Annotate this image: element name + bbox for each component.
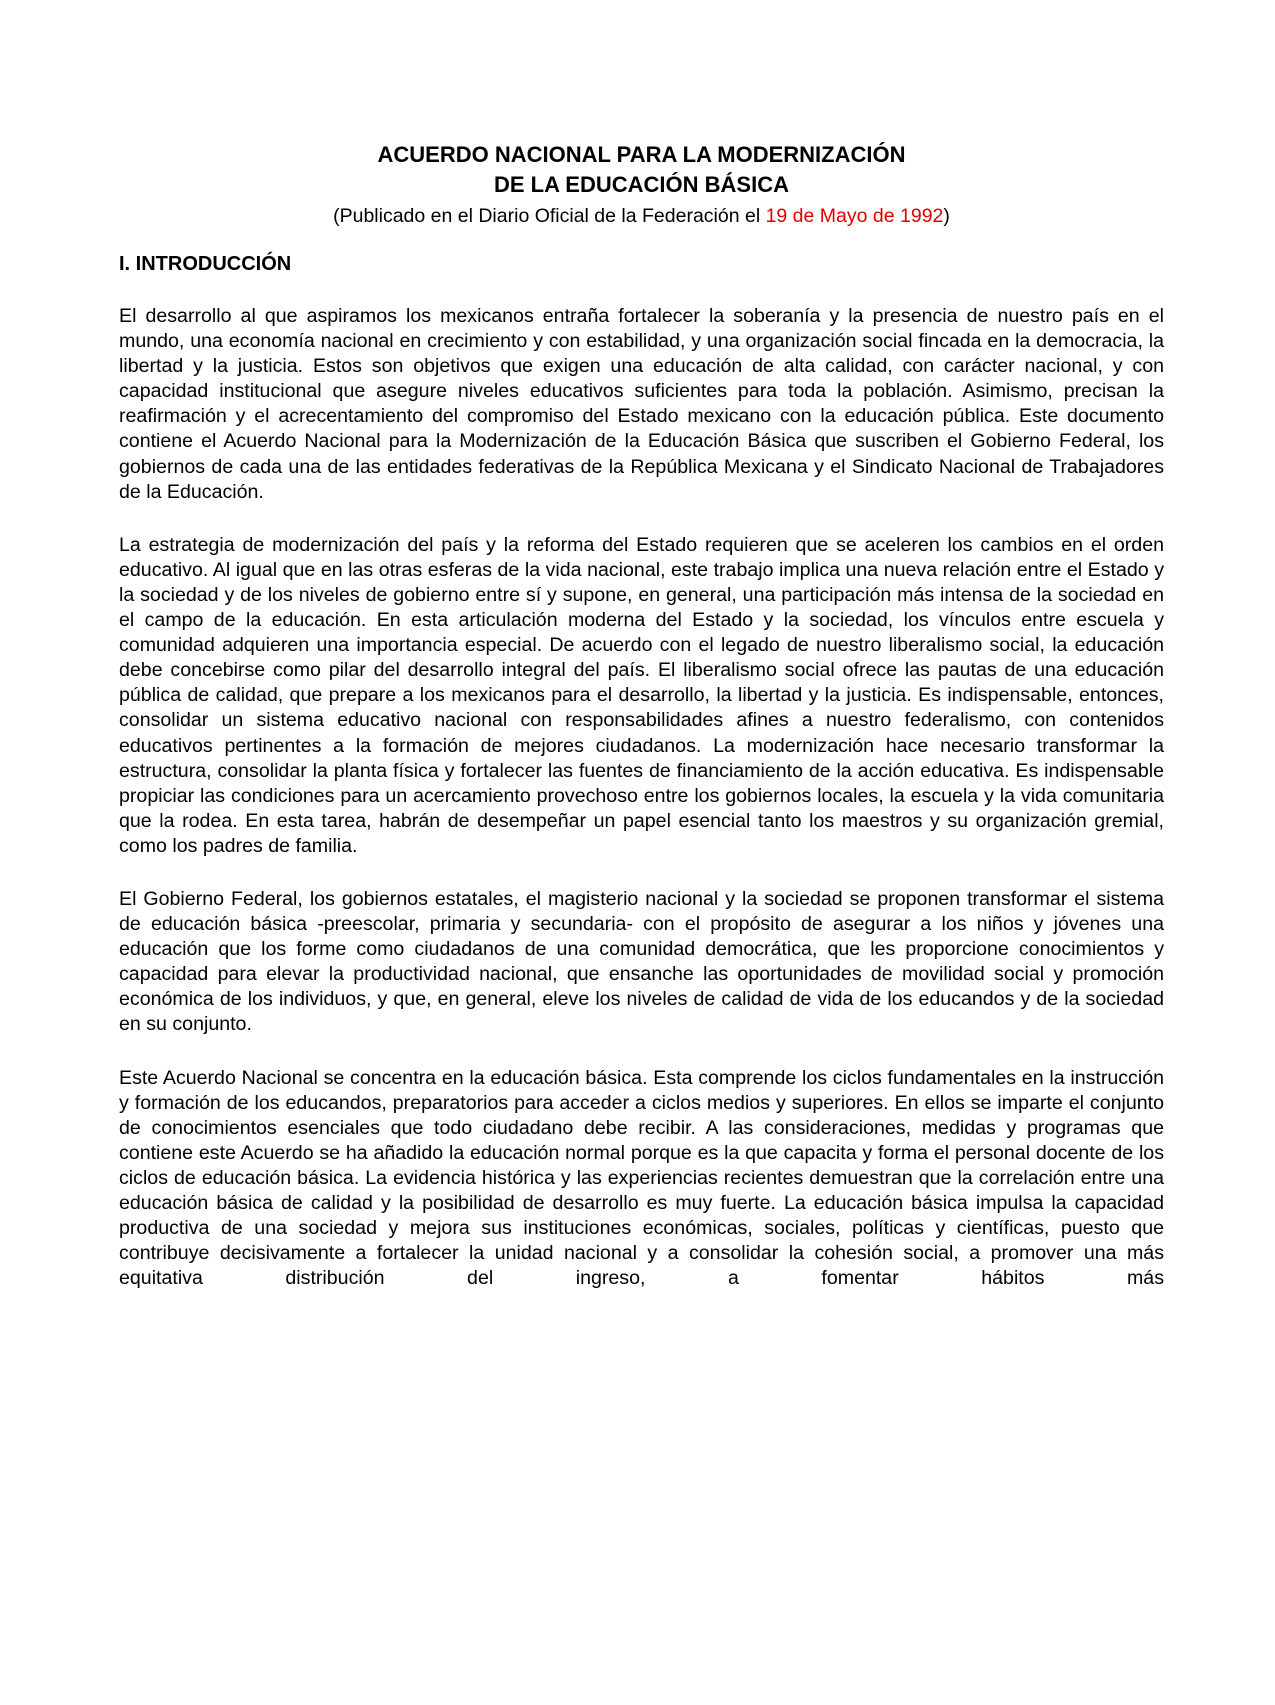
- paragraph-4: Este Acuerdo Nacional se concentra en la educación básica. Esta comprende los ciclos fundamentales en la instrucción y formación de los educandos, preparatorios para acceder a ciclos medios y superiores. En ellos se imparte el conjunto de conocimientos esenciales que todo ciudadano debe recibir. A las consideraciones, medidas y programas que contiene este Acuerdo se ha añadido la educación normal porque es la que capacita y forma el personal docente de los ciclos de educación básica. La evidencia histórica y las experiencias recientes demuestran que la correlación entre una educación básica de calidad y la posibilidad de desarrollo es muy fuerte. La educación básica impulsa la capacidad productiva de una sociedad y mejora sus instituciones económicas, sociales, políticas y científicas, puesto que contribuye decisivamente a fortalecer la unidad nacional y a consolidar la cohesión social, a promover una más equitativa distribución del ingreso, a fomentar hábitos más: [119, 1066, 1164, 1290]
- publication-note: [119, 202, 1164, 230]
- paragraph-2: La estrategia de modernización del país y la reforma del Estado requieren que se aceleren los cambios en el orden educativo. Al igual que en las otras esferas de la vida nacional, este trabajo implica una nueva relación entre el Estado y la sociedad y de los niveles de gobierno entre sí y supone, en general, una participación más intensa de la sociedad en el campo de la educación. En esta articulación moderna del Estado y la sociedad, los vínculos entre escuela y comunidad adquieren una importancia especial. De acuerdo con el legado de nuestro liberalismo social, la educación debe concebirse como pilar del desarrollo integral del país. El liberalismo social ofrece las pautas de una educación pública de calidad, que prepare a los mexicanos para el desarrollo, la libertad y la justicia. Es indispensable, entonces, consolidar un sistema educativo nacional con responsabilidades afines a nuestro federalismo, con contenidos educativos pertinentes a la formación de mejores ciudadanos. La modernización hace necesario transformar la estructura, consolidar la planta física y fortalecer las fuentes de financiamiento de la acción educativa. Es indispensable propiciar las condiciones para un acercamiento provechoso entre los gobiernos locales, la escuela y la vida comunitaria que la rodea. En esta tarea, habrán de desempeñar un papel esencial tanto los maestros y su organización gremial, como los padres de familia.: [119, 533, 1164, 857]
- title-line-2: DE LA EDUCACIÓN BÁSICA: [494, 172, 789, 197]
- publication-note-prefix: (Publicado en el Diario Oficial de la Federación el: [333, 205, 766, 227]
- section-heading: I. INTRODUCCIÓN: [119, 253, 292, 275]
- publication-date: 19 de Mayo de 1992: [765, 205, 944, 227]
- document-title: [119, 140, 1164, 200]
- paragraph-3: El Gobierno Federal, los gobiernos estatales, el magisterio nacional y la sociedad se proponen transformar el sistema de educación básica -preescolar, primaria y secundaria- con el propósito de asegurar a los niños y jóvenes una educación que los forme como ciudadanos de una comunidad democrática, que les proporcione conocimientos y capacidad para elevar la productividad nacional, que ensanche las oportunidades de movilidad social y promoción económica de los individuos, y que, en general, eleve los niveles de calidad de vida de los educandos y de la sociedad en su conjunto.: [119, 887, 1164, 1036]
- title-line-1: ACUERDO NACIONAL PARA LA MODERNIZACIÓN: [377, 142, 906, 167]
- paragraph-1: El desarrollo al que aspiramos los mexicanos entraña fortalecer la soberanía y la presencia de nuestro país en el mundo, una economía nacional en crecimiento y con estabilidad, y una organización social fincada en la democracia, la libertad y la justicia. Estos son objetivos que exigen una educación de alta calidad, con carácter nacional, y con capacidad institucional que asegure niveles educativos suficientes para toda la población. Asimismo, precisan la reafirmación y el acrecentamiento del compromiso del Estado mexicano con la educación pública. Este documento contiene el Acuerdo Nacional para la Modernización de la Educación Básica que suscriben el Gobierno Federal, los gobiernos de cada una de las entidades federativas de la República Mexicana y el Sindicato Nacional de Trabajadores de la Educación.: [119, 305, 1164, 503]
- document-page: [119, 140, 1164, 1291]
- publication-note-suffix: ): [943, 205, 950, 227]
